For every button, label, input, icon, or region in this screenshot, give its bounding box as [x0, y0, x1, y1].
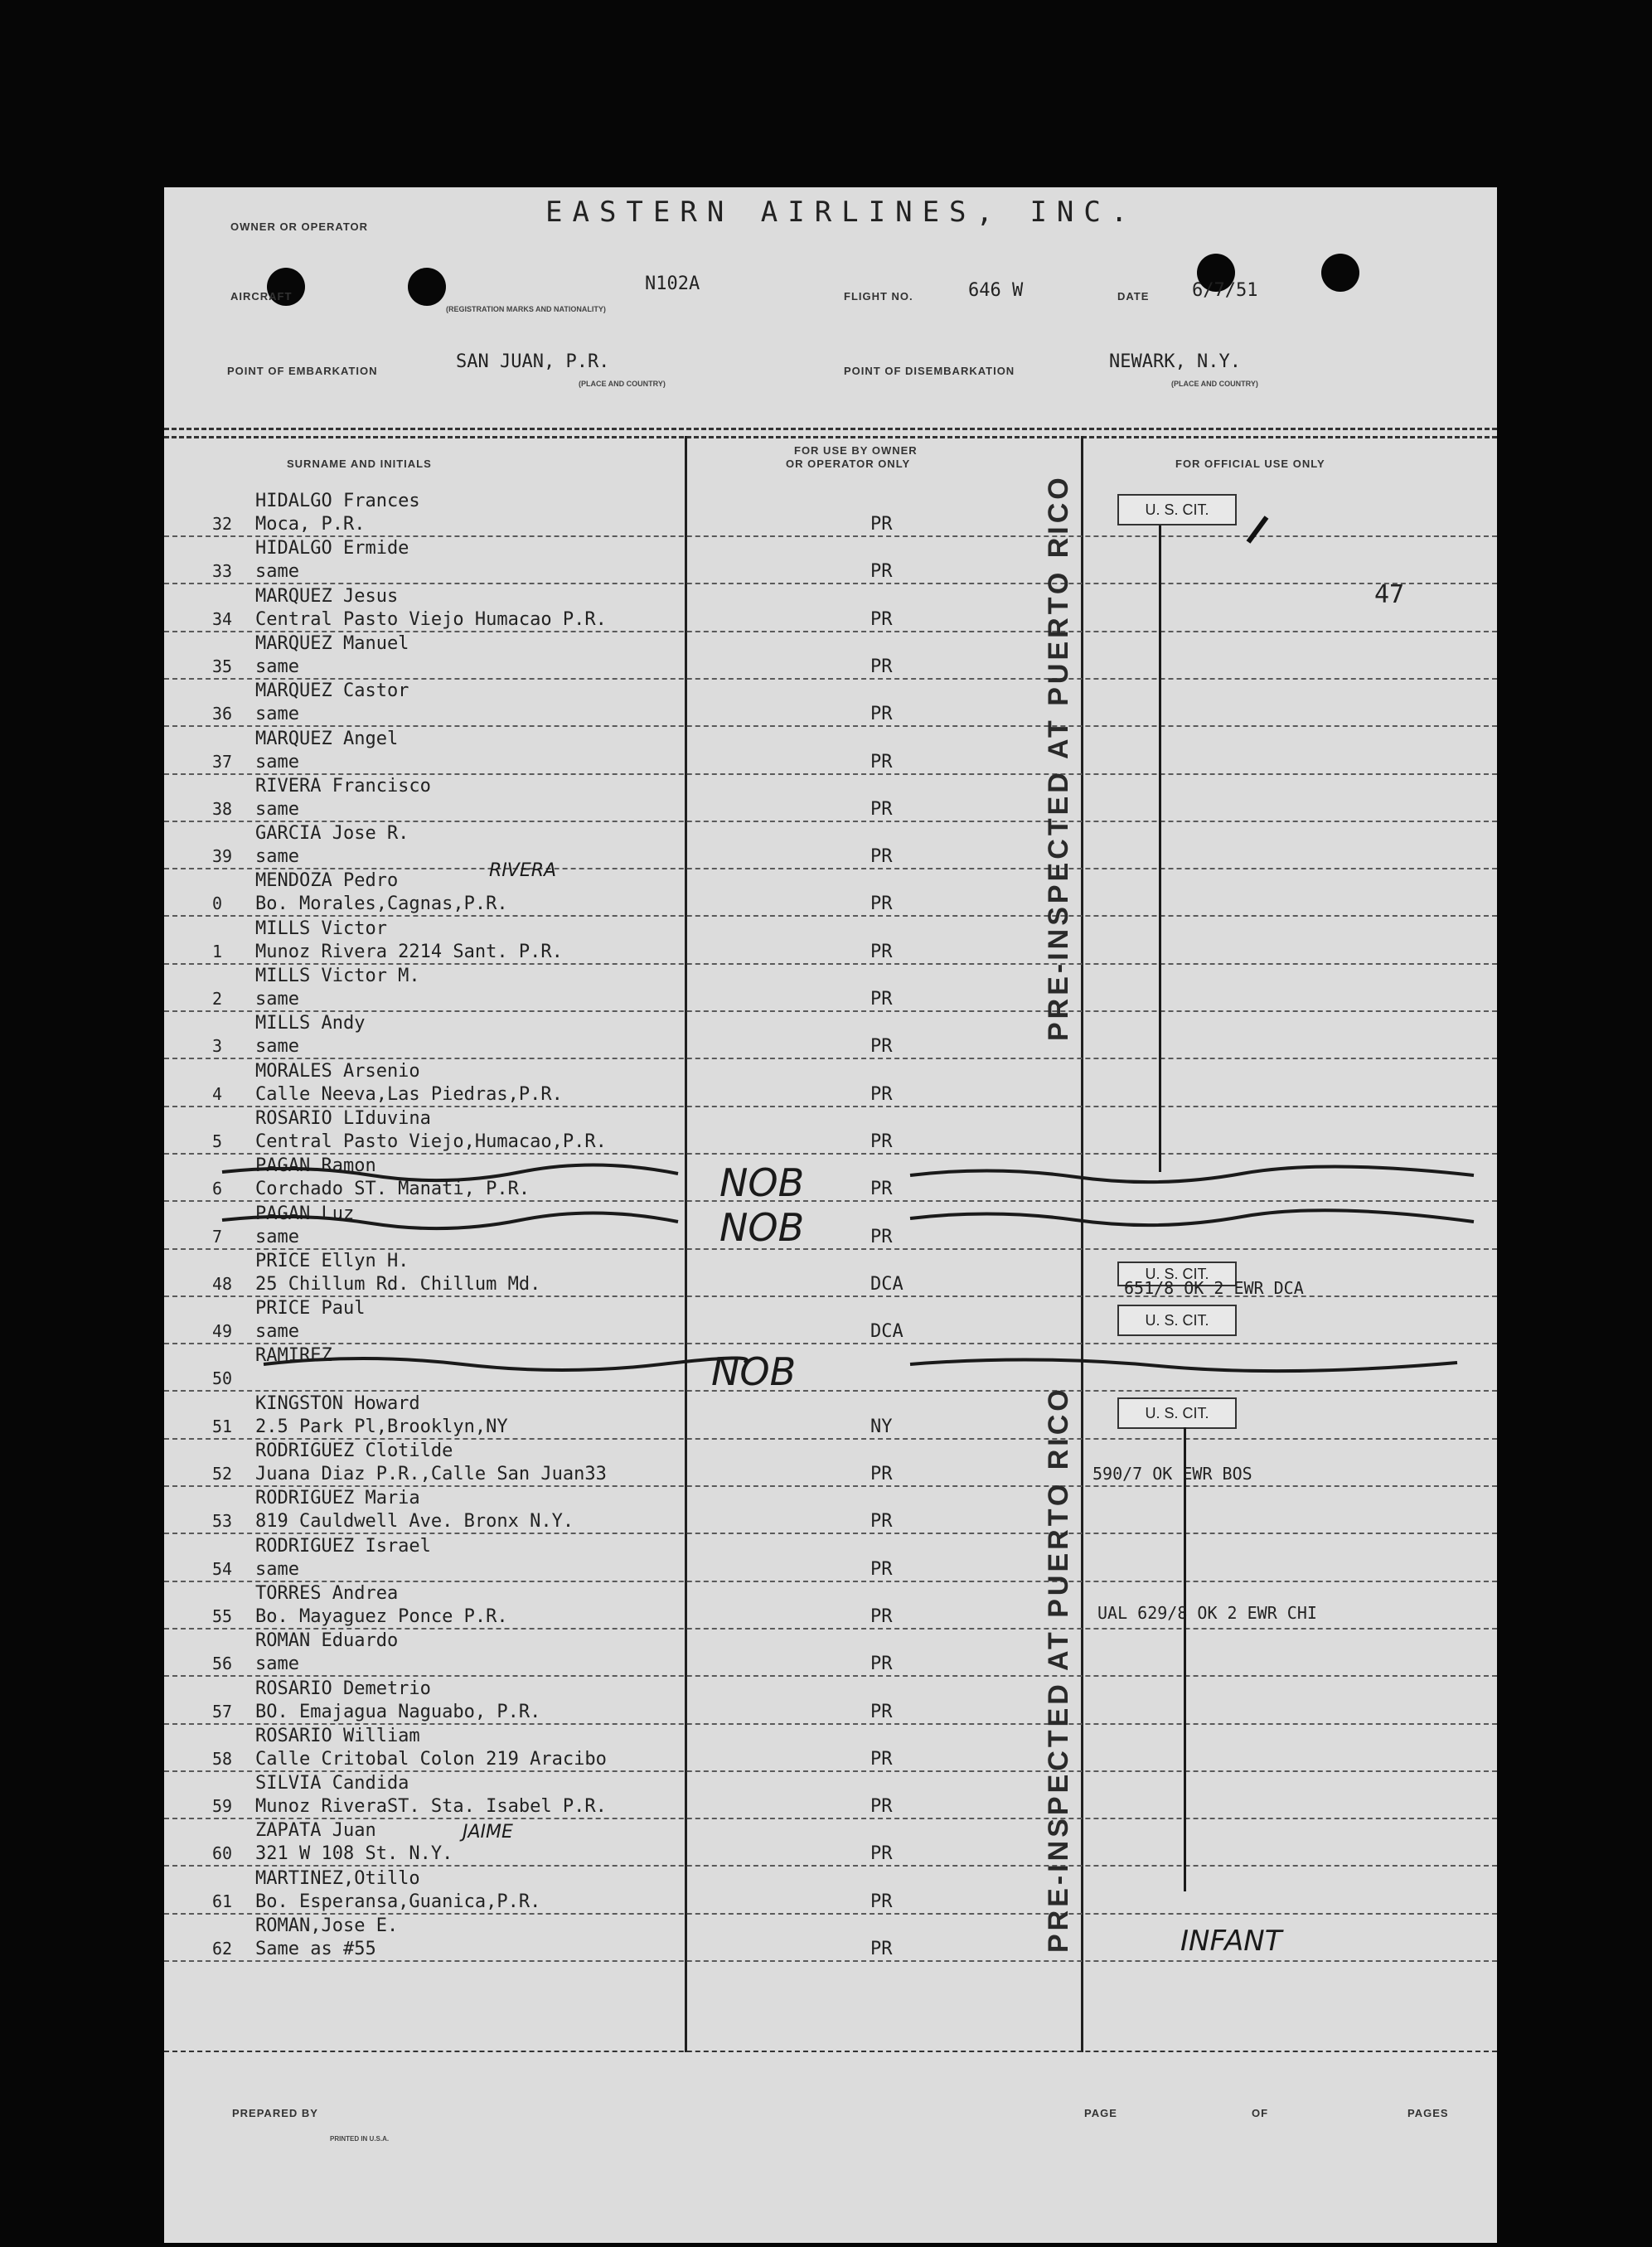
operator-code: PR: [870, 1084, 893, 1105]
passenger-address: same: [255, 1036, 299, 1057]
strike-line: [222, 1213, 678, 1228]
passenger-name: RODRIGUEZ Clotilde: [255, 1441, 453, 1461]
passenger-address: BO. Emajagua Naguabo, P.R.: [255, 1702, 541, 1722]
passenger-name: MARQUEZ Jesus: [255, 586, 399, 607]
passenger-name: ZAPATA Juan: [255, 1820, 376, 1841]
passenger-number: 4: [212, 1084, 223, 1104]
handwritten-nob: NOB: [711, 1349, 797, 1394]
passenger-number: 57: [212, 1702, 233, 1722]
footer-rule: [164, 2051, 1497, 2052]
passenger-name: ROMAN,Jose E.: [255, 1915, 399, 1936]
passenger-name: TORRES Andrea: [255, 1583, 399, 1604]
strikethrough-lines: [164, 187, 1497, 2243]
passenger-address: same: [255, 989, 299, 1010]
passenger-address: Calle Critobal Colon 219 Aracibo: [255, 1749, 607, 1770]
disembark-value: NEWARK, N.Y.: [1109, 351, 1241, 372]
official-note: 651/8 OK 2 EWR DCA: [1124, 1278, 1304, 1298]
operator-code: PR: [870, 1702, 893, 1722]
passenger-number: 35: [212, 656, 233, 676]
passenger-address: Bo. Esperansa,Guanica,P.R.: [255, 1891, 541, 1912]
passenger-address: same: [255, 704, 299, 724]
passenger-number: 61: [212, 1891, 233, 1911]
passenger-name: RAMIREZ: [255, 1345, 332, 1366]
bracket-line: [1184, 1427, 1186, 1891]
prepared-label: PREPARED BY: [232, 2107, 318, 2119]
passenger-number: 59: [212, 1796, 233, 1816]
operator-code: PR: [870, 1749, 893, 1770]
strike-line: [222, 1165, 678, 1180]
bracket-line: [1159, 525, 1161, 1172]
operator-code: PR: [870, 704, 893, 724]
operator-code: DCA: [870, 1274, 904, 1295]
passenger-address: 819 Cauldwell Ave. Bronx N.Y.: [255, 1511, 574, 1532]
passenger-address: 321 W 108 St. N.Y.: [255, 1843, 453, 1864]
us-cit-stamp: U. S. CIT.: [1117, 1397, 1237, 1429]
disembark-label: POINT OF DISEMBARKATION: [844, 365, 1015, 377]
passenger-number: 32: [212, 514, 233, 534]
passenger-address: Central Pasto Viejo Humacao P.R.: [255, 609, 607, 630]
operator-code: PR: [870, 1036, 893, 1057]
owner-label: OWNER OR OPERATOR: [230, 220, 369, 233]
passenger-name: RODRIGUEZ Maria: [255, 1488, 420, 1508]
date-value: 6/7/51: [1192, 280, 1258, 301]
passenger-number: 54: [212, 1559, 233, 1579]
handwritten-jaime: JAIME: [463, 1822, 513, 1843]
passenger-number: 7: [212, 1227, 223, 1247]
passenger-name: MARTINEZ,Otillo: [255, 1868, 420, 1889]
operator-code: PR: [870, 609, 893, 630]
passenger-name: SILVIA Candida: [255, 1773, 409, 1794]
passenger-name: RIVERA Francisco: [255, 776, 431, 797]
passenger-address: Corchado ST. Manati, P.R.: [255, 1179, 530, 1199]
passenger-address: same: [255, 656, 299, 677]
operator-code: PR: [870, 1227, 893, 1247]
us-cit-stamp: U. S. CIT.: [1117, 1262, 1237, 1286]
strike-line: [264, 1358, 747, 1370]
passenger-address: same: [255, 1654, 299, 1674]
handwritten-infant: INFANT: [1180, 1925, 1282, 1958]
date-label: DATE: [1117, 290, 1150, 303]
passenger-address: Calle Neeva,Las Piedras,P.R.: [255, 1084, 563, 1105]
passenger-address: same: [255, 1559, 299, 1580]
col-operator-header-1: FOR USE BY OWNER: [794, 444, 918, 457]
passenger-number: 6: [212, 1179, 223, 1199]
embark-caption: (PLACE AND COUNTRY): [579, 380, 666, 388]
official-note: UAL 629/8 OK 2 EWR CHI: [1097, 1603, 1317, 1623]
operator-code: PR: [870, 989, 893, 1010]
col-operator-header-2: OR OPERATOR ONLY: [786, 458, 911, 470]
pages-label: PAGES: [1407, 2107, 1449, 2119]
passenger-name: MILLS Andy: [255, 1013, 366, 1034]
operator-code: PR: [870, 942, 893, 962]
passenger-address: same: [255, 1321, 299, 1342]
passenger-number: 52: [212, 1464, 233, 1484]
aircraft-label: AIRCRAFT: [230, 290, 293, 303]
passenger-address: Bo. Morales,Cagnas,P.R.: [255, 893, 508, 914]
passenger-number: 0: [212, 893, 223, 913]
passenger-number: 53: [212, 1511, 233, 1531]
passenger-count: 47: [1374, 580, 1405, 609]
us-cit-stamp: U. S. CIT.: [1117, 494, 1237, 525]
operator-code: PR: [870, 846, 893, 867]
passenger-name: MENDOZA Pedro: [255, 870, 399, 891]
handwritten-nob: NOB: [719, 1160, 805, 1205]
embark-value: SAN JUAN, P.R.: [456, 351, 610, 372]
passenger-name: ROMAN Eduardo: [255, 1630, 399, 1651]
preinspected-stamp: PRE-INSPECTED AT PUERTO RICO: [1043, 474, 1074, 1041]
operator-code: PR: [870, 1654, 893, 1674]
passenger-name: HIDALGO Frances: [255, 491, 420, 511]
passenger-number: 36: [212, 704, 233, 724]
passenger-address: Same as #55: [255, 1939, 376, 1959]
passenger-name: ROSARIO William: [255, 1726, 420, 1746]
strike-line: [910, 1359, 1457, 1371]
passenger-name: MARQUEZ Castor: [255, 680, 409, 701]
passenger-address: 25 Chillum Rd. Chillum Md.: [255, 1274, 541, 1295]
passenger-number: 33: [212, 561, 233, 581]
operator-code: PR: [870, 514, 893, 535]
operator-code: DCA: [870, 1321, 904, 1342]
reg-caption: (REGISTRATION MARKS AND NATIONALITY): [446, 305, 606, 313]
flight-no: 646 W: [968, 280, 1024, 301]
official-note: 590/7 OK EWR BOS: [1092, 1464, 1252, 1484]
aircraft-reg: N102A: [645, 274, 700, 294]
embark-label: POINT OF EMBARKATION: [227, 365, 378, 377]
passenger-name: MARQUEZ Manuel: [255, 633, 409, 654]
preinspected-stamp: PRE-INSPECTED AT PUERTO RICO: [1043, 1386, 1074, 1953]
operator-code: PR: [870, 1559, 893, 1580]
passenger-number: 48: [212, 1274, 233, 1294]
check-mark: [1248, 517, 1267, 542]
passenger-address: 2.5 Park Pl,Brooklyn,NY: [255, 1416, 508, 1437]
passenger-number: 5: [212, 1131, 223, 1151]
passenger-name: MILLS Victor: [255, 918, 387, 939]
passenger-number: 37: [212, 752, 233, 772]
passenger-number: 34: [212, 609, 233, 629]
passenger-name: PAGAN Luz: [255, 1203, 355, 1224]
passenger-name: PRICE Paul: [255, 1298, 366, 1319]
passenger-name: RODRIGUEZ Israel: [255, 1536, 431, 1557]
operator-code: PR: [870, 1511, 893, 1532]
passenger-address: Moca, P.R.: [255, 514, 366, 535]
passenger-number: 38: [212, 799, 233, 819]
operator-code: PR: [870, 1939, 893, 1959]
passenger-name: MILLS Victor M.: [255, 966, 420, 986]
operator-code: PR: [870, 752, 893, 772]
passenger-number: 39: [212, 846, 233, 866]
passenger-address: Juana Diaz P.R.,Calle San Juan33: [255, 1464, 607, 1484]
passenger-number: 3: [212, 1036, 223, 1056]
operator-code: PR: [870, 799, 893, 820]
passenger-number: 60: [212, 1843, 233, 1863]
passenger-number: 49: [212, 1321, 233, 1341]
passenger-address: same: [255, 561, 299, 582]
flight-label: FLIGHT NO.: [844, 290, 913, 303]
strike-line: [910, 1166, 1474, 1182]
passenger-number: 55: [212, 1606, 233, 1626]
passenger-name: MARQUEZ Angel: [255, 729, 399, 749]
carrier-name: EASTERN AIRLINES, INC.: [545, 196, 1138, 229]
passenger-address: Bo. Mayaguez Ponce P.R.: [255, 1606, 508, 1627]
operator-code: PR: [870, 1179, 893, 1199]
operator-code: PR: [870, 1796, 893, 1817]
operator-code: PR: [870, 893, 893, 914]
operator-code: PR: [870, 1891, 893, 1912]
page-label: PAGE: [1084, 2107, 1117, 2119]
operator-code: PR: [870, 1131, 893, 1152]
passenger-address: same: [255, 799, 299, 820]
manifest-sheet: [164, 187, 1497, 2243]
operator-code: PR: [870, 1843, 893, 1864]
passenger-address: Munoz RiveraST. Sta. Isabel P.R.: [255, 1796, 607, 1817]
passenger-address: same: [255, 846, 299, 867]
passenger-name: PAGAN Ramon: [255, 1155, 376, 1176]
of-label: OF: [1252, 2107, 1269, 2119]
passenger-name: ROSARIO LIduvina: [255, 1108, 431, 1129]
passenger-name: HIDALGO Ermide: [255, 538, 409, 559]
operator-code: PR: [870, 561, 893, 582]
passenger-number: 62: [212, 1939, 233, 1959]
operator-code: NY: [870, 1416, 893, 1437]
col-surname-header: SURNAME AND INITIALS: [287, 458, 432, 470]
passenger-name: MORALES Arsenio: [255, 1061, 420, 1082]
passenger-number: 56: [212, 1654, 233, 1673]
passenger-number: 51: [212, 1416, 233, 1436]
strike-line: [910, 1210, 1474, 1225]
operator-code: PR: [870, 656, 893, 677]
passenger-number: 58: [212, 1749, 233, 1769]
passenger-name: PRICE Ellyn H.: [255, 1251, 409, 1271]
operator-code: PR: [870, 1464, 893, 1484]
passenger-address: Munoz Rivera 2214 Sant. P.R.: [255, 942, 563, 962]
passenger-address: Central Pasto Viejo,Humacao,P.R.: [255, 1131, 607, 1152]
handwritten-rivera: RIVERA: [489, 860, 557, 881]
handwritten-nob: NOB: [719, 1205, 805, 1250]
col-official-header: FOR OFFICIAL USE ONLY: [1175, 458, 1325, 470]
passenger-name: ROSARIO Demetrio: [255, 1678, 431, 1699]
passenger-number: 1: [212, 942, 223, 961]
passenger-number: 50: [212, 1368, 233, 1388]
disembark-caption: (PLACE AND COUNTRY): [1171, 380, 1258, 388]
us-cit-stamp: U. S. CIT.: [1117, 1305, 1237, 1336]
passenger-address: same: [255, 752, 299, 772]
passenger-name: KINGSTON Howard: [255, 1393, 420, 1414]
passenger-number: 2: [212, 989, 223, 1009]
printed-mark: PRINTED IN U.S.A.: [330, 2135, 390, 2143]
passenger-address: same: [255, 1227, 299, 1247]
passenger-name: GARCIA Jose R.: [255, 823, 409, 844]
operator-code: PR: [870, 1606, 893, 1627]
